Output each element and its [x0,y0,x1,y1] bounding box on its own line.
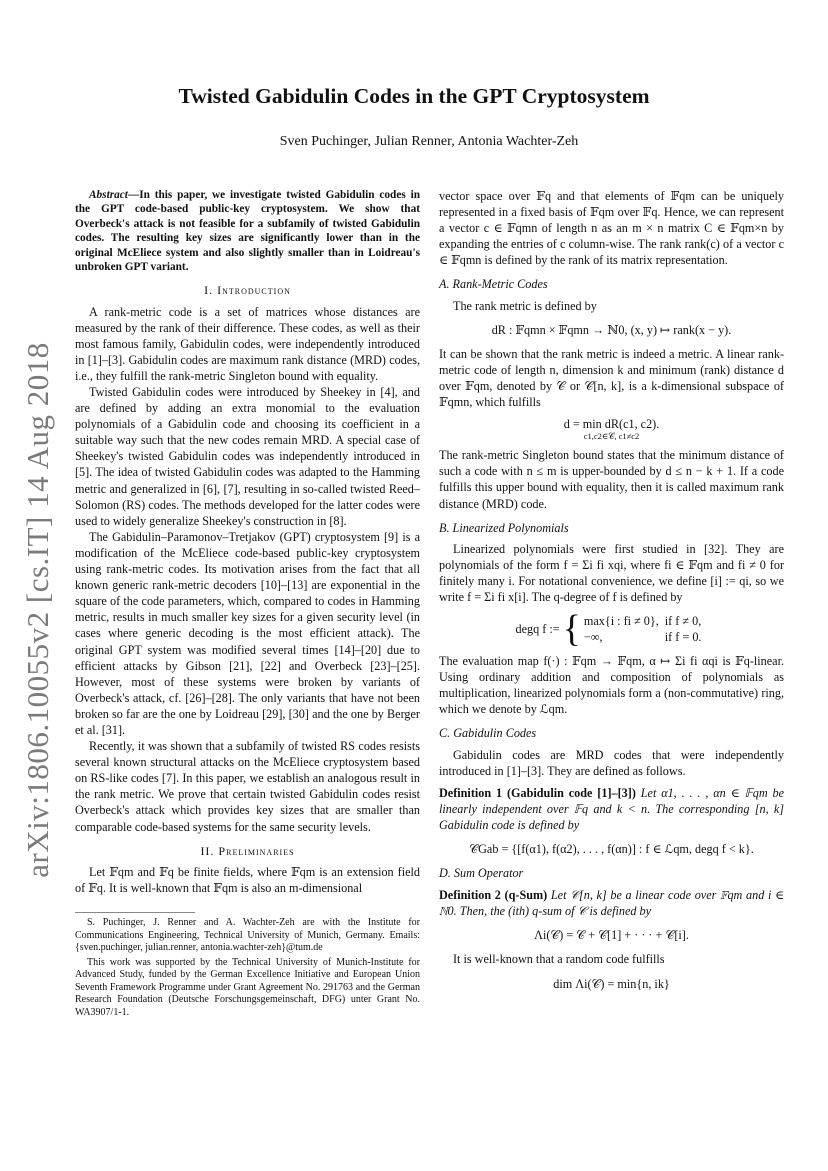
rank-metric-intro: The rank metric is defined by [453,298,597,313]
abstract-label: Abstract [89,189,128,201]
q-degree-lhs: degq f := [515,622,560,637]
equation-rank-metric: dR : 𝔽qmn × 𝔽qmn → ℕ0, (x, y) ↦ rank(x − y). [491,322,732,337]
singleton-bound-paragraph: The rank-metric Singleton bound states that the minimum distance of such a code with n ≤ m is upper-bounded by d ≤ n − k + 1. If a code fulfills this upper bound with equality, then it is called maximum rank distance (MRD) code. [439,448,784,511]
subsection-linearized-polynomials: B. Linearized Polynomials [439,520,569,535]
linearized-paragraph-2: The evaluation map f(·) : 𝔽qm → 𝔽qm, α ↦ Σi fi αqi is 𝔽q-linear. Using ordinary addition and composition of polynomials as multiplication, linearized polynomials form a (non-commutative) ring, which we denote by ℒqm. [439,654,784,717]
gabidulin-paragraph-1: Gabidulin codes are MRD codes that were independently introduced in [1]–[3]. They are defined as follows. [439,747,784,778]
equation-q-sum: Λi(𝒞) = 𝒞 + 𝒞[1] + · · · + 𝒞[i]. [534,928,689,943]
equation-min-distance-subscript: c1,c2∈𝒞, c1≠c2 [583,431,640,442]
equation-gabidulin-code: 𝒞Gab = {[f(α1), f(α2), . . . , f(αn)] : f ∈ ℒqm, degq f < k}. [469,842,754,856]
random-code-paragraph: It is well-known that a random code fulfills [453,952,665,967]
definition-1-label: Definition 1 (Gabidulin code [1]–[3]) [439,785,636,800]
q-degree-cases [584,613,708,645]
equation-dimension: dim Λi(𝒞) = min{n, ik} [553,976,670,991]
equation-min-distance [439,416,784,441]
definition-2-text: Let 𝒞[n, k] be a linear code over 𝔽qm and i ∈ ℕ0. Then, the (ith) q-sum of 𝒞 is defined by [439,888,785,919]
section-heading-preliminaries: II. Preliminaries [200,843,295,858]
q-degree-case-2: −∞, [583,630,603,645]
subsection-gabidulin-codes: C. Gabidulin Codes [439,726,537,741]
right-paragraph-1: vector space over 𝔽q and that elements of 𝔽qm can be uniquely represented in a fixed basis of 𝔽qm over 𝔽q. Hence, we can represent a vector c ∈ 𝔽qmn of length n as an m × n matrix C ∈ 𝔽qm×n by expanding the entries of c column-wise. The rank rank(c) of a vector c ∈ 𝔽qmn is defined by the rank of its matrix representation. [439,189,784,268]
equation-q-degree [439,608,784,651]
definition-1-text: Let α1, . . . , αn ∈ 𝔽qm be linearly independent over 𝔽q and k < n. The corresponding [n, k] Gabidulin code is defined by [439,785,784,832]
q-degree-cond-1: if f ≠ 0, [664,614,702,629]
intro-paragraph-4: Recently, it was shown that a subfamily of twisted RS codes resists several known structural attacks on the McEliece cryptosystem based on RS-like codes [7]. In this paper, we establish an analogous result in the rank metric. We prove that certain twisted Gabidulin codes resist Overbeck's attack which provides key sizes that are smaller than comparable code-based systems for the same security levels. [75,739,420,834]
right-column [439,188,784,1000]
prelim-paragraph-1: Let 𝔽qm and 𝔽q be finite fields, where 𝔽qm is an extension field of 𝔽q. It is well-known that 𝔽qm is also an m-dimensional [75,864,420,895]
equation-min-distance-main: d = min dR(c1, c2). [563,417,660,432]
definition-2 [439,887,784,919]
intro-paragraph-2: Twisted Gabidulin codes were introduced by Sheekey in [4], and are defined by adding an extra monomial to the evaluation polynomials of a Gabidulin code and choosing its coefficient in a suitable way such that the new codes remain MRD. A special case of Sheekey's twisted Gabidulin codes was independently introduced in [5]. The idea of twisted Gabidulin codes was adapted to the Hamming metric and generalized in [6], [7], resulting in so-called twisted Reed–Solomon (RS) codes. The methods developed for the latter codes were used to widely generalize Sheekey's construction in [8]. [75,385,420,528]
abstract [75,188,420,274]
intro-paragraph-3: The Gabidulin–Paramonov–Tretjakov (GPT) cryptosystem [9] is a modification of the McEliece code-based public-key cryptosystem using rank-metric codes. Its motivation arises from the fact that all known generic rank-metric decoders [10]–[13] are exponential in the square of the code parameters, which, compared to codes in Hamming metric, results in much smaller key sizes for a given security level (in cases where generic decoding is the most efficient attack). The original GPT system was modified several times [14]–[20] due to efficient attacks by Gibson [21], [22] and Overbeck [23]–[25]. However, most of these systems were broken by variants of Overbeck's attack, cf. [26]–[28]. The only variants that have not been broken so far are the one by Loidreau [29], [30] and the one by Berger et al. [31]. [75,529,420,737]
arxiv-stamp-text: arXiv:1806.10055v2 [cs.IT] 14 Aug 2018 [20,342,56,878]
rank-metric-paragraph-2: It can be shown that the rank metric is indeed a metric. A linear rank-metric code of length n, dimension k and minimum (rank) distance d over 𝔽qm, denoted by 𝒞 or 𝒞[n, k], is a k-dimensional subspace of 𝔽qmn, which fulfills [439,346,784,410]
footnote-affiliation: S. Puchinger, J. Renner and A. Wachter-Zeh are with the Institute for Communications Engineering, Technical University of Munich, Germany. Emails: {sven.puchinger, julian.renner, antonia.wachter-zeh}@tum.de [75,916,420,954]
q-degree-case-1: max{i : fi ≠ 0}, [583,614,659,629]
cases-brace: { [562,608,581,651]
footnote-divider [75,912,195,915]
footnote-funding: This work was supported by the Technical University of Munich-Institute for Advanced Study, funded by the German Excellence Initiative and European Union Seventh Framework Programme under Grant Agreement No. 291763 and the German Research Foundation (Deutsche Forschungsgemeinschaft, DFG) unter Grant No. WA3907/1-1. [75,956,420,1019]
left-column [75,188,420,1020]
definition-1 [439,785,784,833]
section-heading-introduction: I. Introduction [204,283,291,298]
q-degree-cond-2: if f = 0. [664,630,702,645]
subsection-rank-metric-codes: A. Rank-Metric Codes [439,277,548,292]
linearized-paragraph-1: Linearized polynomials were first studied in [32]. They are polynomials of the form f = Σi fi xqi, where fi ∈ 𝔽qm and fi ≠ 0 for finitely many i. For notational convenience, we define [i] := qi, so we write f = Σi fi x[i]. The q-degree of f is defined by [439,541,784,604]
paper-title: Twisted Gabidulin Codes in the GPT Cryptosystem [178,84,650,108]
intro-paragraph-1: A rank-metric code is a set of matrices whose distances are measured by the rank of their difference. These codes, as well as their most famous family, Gabidulin codes, were independently introduced in [1]–[3]. Gabidulin codes are maximum rank distance (MRD) codes, i.e., they fulfill the rank-metric Singleton bound with equality. [75,304,420,383]
definition-2-label: Definition 2 (q-Sum) [439,888,548,903]
arxiv-stamp [14,342,62,878]
paper-authors: Sven Puchinger, Julian Renner, Antonia Wachter-Zeh [279,134,579,149]
subsection-sum-operator: D. Sum Operator [439,866,524,881]
abstract-text: —In this paper, we investigate twisted Gabidulin codes in the GPT code-based public-key cryptosystem. We show that Overbeck's attack is not feasible for a subfamily of twisted Gabidulin codes. The resulting key sizes are significantly lower than in the original McEliece system and also slightly smaller than in Loidreau's unbroken GPT variant. [75,189,420,274]
